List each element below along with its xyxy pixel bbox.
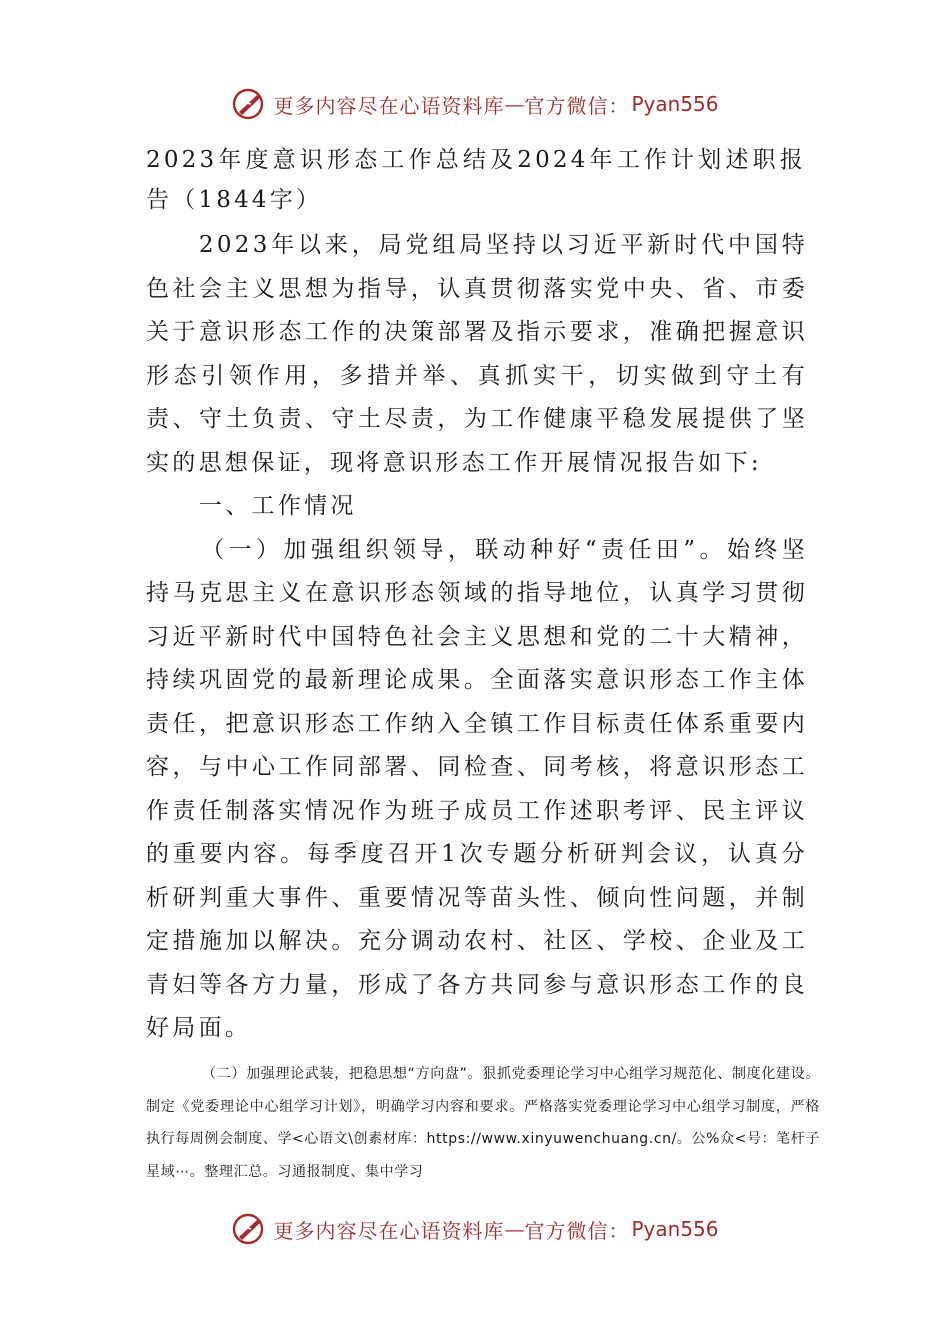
banner-label: 官方微信： [524, 93, 630, 118]
banner-wechat-id: Pyan556 [631, 92, 719, 116]
banner-text: 更多内容尽在心语资料库 [273, 93, 505, 118]
section-heading: 一、工作情况 [198, 493, 357, 519]
banner-dash: — [504, 1217, 525, 1241]
document-body-small [146, 1058, 820, 1188]
pen-logo-icon [231, 1211, 267, 1247]
pen-logo-icon [231, 86, 267, 122]
document-title: 2023年度意识形态工作总结及2024年工作计划述职报告（1844字） [146, 147, 806, 213]
intro-paragraph: 2023年以来，局党组局坚持以习近平新时代中国特色社会主义思想为指导，认真贯彻落实党中央、省、市委关于意识形态工作的决策部署及指示要求，准确把握意识形态引领作用，多措并举、真抓实干，切实做到守土有责、守土负责、守土尽责，为工作健康平稳发展提供了坚实的思想保证，现将意识形态工作开展情况报告如下: [146, 232, 808, 476]
paragraph-1: （一）加强组织领导，联动种好“责任田”。始终坚持马克思主义在意识形态领域的指导地位，认真学习贯彻习近平新时代中国特色社会主义思想和党的二十大精神，持续巩固党的最新理论成果。全面落实意识形态工作主体责任，把意识形态工作纳入全镇工作目标责任体系重要内容，与中心工作同部署、同检查、同考核，将意识形态工作责任制落实情况作为班子成员工作述职考评、民主评议的重要内容。每季度召开1次专题分析研判会议，认真分析研判重大事件、重要情况等苗头性、倾向性问题，并制定措施加以解决。充分调动农村、社区、学校、企业及工青妇等各方力量，形成了各方共同参与意识形态工作的良好局面。 [146, 536, 808, 1041]
banner-text: 更多内容尽在心语资料库 [273, 1218, 505, 1243]
banner-label: 官方微信： [524, 1218, 630, 1243]
paragraph-2: （二）加强理论武装，把稳思想“方向盘”。狠抓党委理论学习中心组学习规范化、制度化建设。制定《党委理论中心组学习计划》，明确学习内容和要求。严格落实党委理论学习中心组学习制度，严格执行每周例会制度、学<心语文\创素材库：https://www.xinyuwenchuang.cn/。公%众<号：笔杆子星域⋯。整理汇总。习通报制度、集中学习 [146, 1066, 820, 1180]
footer-watermark [0, 1209, 950, 1249]
banner-dash: — [504, 92, 525, 116]
header-watermark [0, 84, 950, 124]
banner-wechat-id: Pyan556 [631, 1217, 719, 1241]
document-body [146, 224, 808, 1051]
